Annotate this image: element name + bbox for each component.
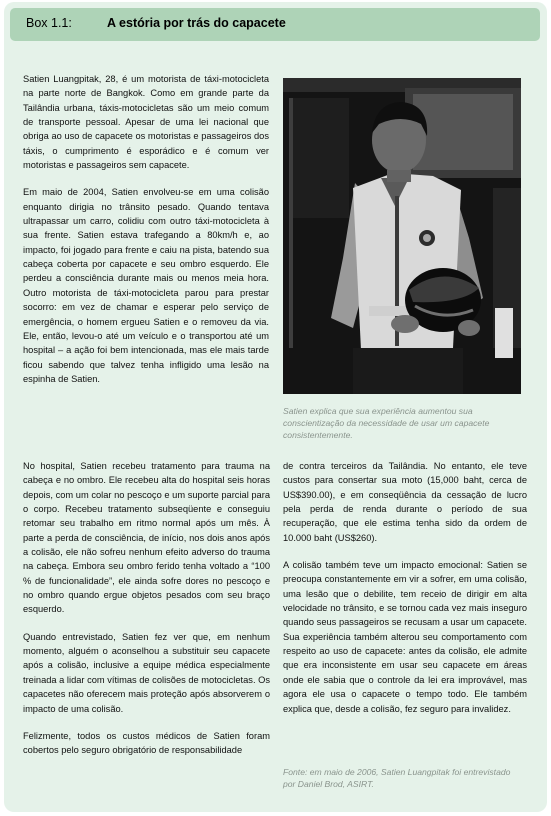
box-title: A estória por trás do capacete <box>107 16 286 30</box>
paragraph: de contra terceiros da Tailândia. No entanto, ele teve custos para consertar sua moto (15,000 baht, cerca de US$390.00), e em conseqüência da cessação de lucro pela perda de renda durante o período de sua recuperação, que ele estima tenha sido da ordem de 10.000 baht (US$260). <box>283 461 527 543</box>
paragraph: Em maio de 2004, Satien envolveu-se em uma colisão enquanto dirigia no trânsito pesado. Quando tentava ultrapassar um carro, colidiu com outro táxi-motocicleta à sua frente. Satien estava trafegando a 80km/h e, ao impacto, foi jogado para frente e caiu na pista, batendo sua cabeça coberta por capacete e seu ombro esquerdo. Ele perdeu a consciência durante mais ou menos meia hora. Outro motorista de táxi-motocicleta parou para prestar socorro: em vez de chamar e esperar pelo serviço de emergência, o homem ergueu Satien e o removeu da via. Ele, então, levou-o até um veículo e o transportou até um hospital – a ação foi bem intencionada, mas ele mais tarde ficou sabendo que talvez tenha infligido uma lesão na espinha de Satien. <box>23 187 269 384</box>
photo-motorcycle-taxi-driver <box>283 78 521 394</box>
paragraph: Quando entrevistado, Satien fez ver que, em nenhum momento, alguém o aconselhou a substituir seu capacete após a colisão, inclusive a equipe médica especialmente treinada a lidar com vítimas de colisões de motocicletas. Os capacetes não oferecem mais proteção após absorverem o impacto de uma colisão. <box>23 631 270 714</box>
paragraph: A colisão também teve um impacto emocional: Satien se preocupa constantemente em vir a sofrer, em uma colisão, uma lesão que o debilite, tem receio de dirigir em alta velocidade no trânsito, e se tornou cada vez mais inseguro quando seus passageiros se recusam a usar um capacete. Sua experiência também alterou seu comportamento com respeito ao uso de capacete: antes da colisão, ele admite que era inconsistente em usar seu capacete em áreas onde ele sabia que o controle da lei era improvável, mas agora ele usa o capacete o tempo todo. Ele também explica que, desde a colisão, fez seguro para invalidez. <box>283 560 527 714</box>
left-column-top <box>23 72 269 399</box>
photo-caption: Satien explica que sua experiência aumentou sua conscientização da necessidade de usar um capacete consistentemente. <box>283 406 490 440</box>
paragraph: No hospital, Satien recebeu tratamento para trauma na cabeça e no ombro. Ele recebeu alta do hospital seis horas depois, com um colar no pescoço e um suporte parcial para o corpo. Recebeu tratamento subseqüente e conseguiu retomar seu trabalho em ritmo normal após um mês. À parte a perda de consciência, de início, nos dois anos após a colisão, ele não sofreu nenhum efeito adverso do trauma na cabeça. Embora seu ombro ferido tenha voltado a “100 % de funcionalidade”, ele ainda sofre dores no pescoço e no ombro quando ergue objetos pesados com seu braço esquerdo. <box>23 461 270 615</box>
left-column-bottom <box>23 459 270 771</box>
paragraph: Felizmente, todos os custos médicos de Satien foram cobertos pelo seguro obrigatório de responsabilidade <box>23 730 270 756</box>
right-column <box>283 459 527 729</box>
driver-with-helmet-photo <box>283 78 521 394</box>
source-note: Fonte: em maio de 2006, Satien Luangpitak foi entrevistado por Daniel Brod, ASIRT. <box>283 767 511 789</box>
paragraph: Satien Luangpitak, 28, é um motorista de táxi-motocicleta na parte norte de Bangkok. Como em grande parte da Tailândia urbana, táxis-motocicletas são um meio comum de transporte pessoal. Apesar de uma lei nacional que obriga ao uso de capacete os motoristas e passageiros dos táxis, o cumprimento é esporádico e é comum ver motoristas e passageiros sem capacete. <box>23 74 269 171</box>
box-label: Box 1.1: <box>26 16 72 30</box>
